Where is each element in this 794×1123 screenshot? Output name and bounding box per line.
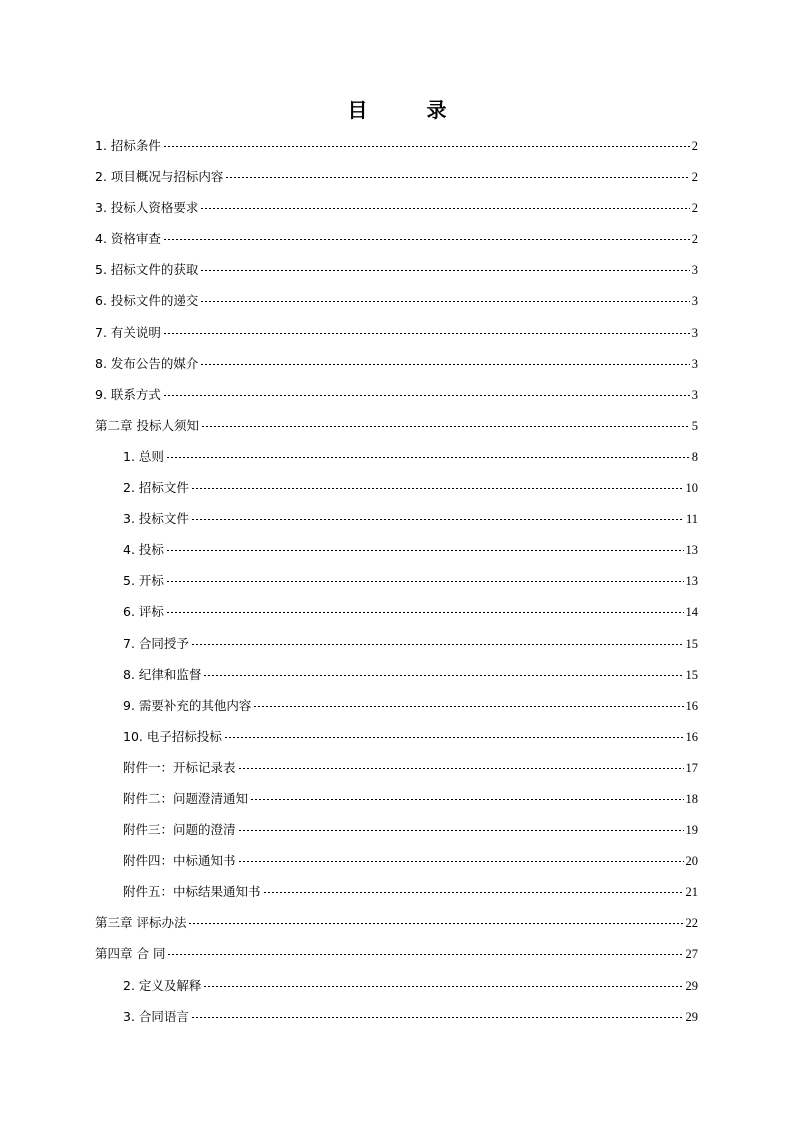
toc-entry-page-number: 14: [685, 605, 698, 620]
toc-entry-label: 4. 资格审查: [95, 231, 161, 247]
toc-dot-leader: [163, 395, 690, 396]
toc-dot-leader: [225, 177, 689, 178]
toc-entry-label: 3. 合同语言: [123, 1008, 189, 1024]
toc-dot-leader: [191, 488, 684, 489]
toc-entry-page-number: 15: [685, 636, 698, 651]
toc-entry-page-number: 17: [685, 760, 698, 775]
toc-dot-leader: [163, 146, 690, 147]
toc-entry[interactable]: [95, 472, 698, 503]
toc-entry[interactable]: [95, 907, 698, 938]
toc-entry-label: 2. 招标文件: [123, 480, 189, 496]
toc-dot-leader: [201, 426, 690, 427]
toc-entry-page-number: 10: [685, 481, 698, 496]
toc-entry-page-number: 16: [685, 729, 698, 744]
toc-entry-page-number: 15: [685, 667, 698, 682]
toc-entry[interactable]: [95, 534, 698, 565]
toc-entry-page-number: 22: [685, 916, 698, 931]
toc-entry-page-number: 16: [685, 698, 698, 713]
toc-dot-leader: [238, 861, 684, 862]
toc-title: 目 录: [347, 98, 473, 122]
toc-entry[interactable]: [95, 565, 698, 596]
toc-entry-label: 10. 电子招标投标: [123, 728, 222, 744]
toc-dot-leader: [163, 333, 690, 334]
toc-entry-label: 6. 投标文件的递交: [95, 293, 199, 309]
toc-dot-leader: [163, 239, 690, 240]
toc-entry-label: 7. 有关说明: [95, 324, 161, 340]
toc-entry-label: 5. 招标文件的获取: [95, 262, 199, 278]
toc-entry[interactable]: [95, 254, 698, 285]
toc-entry-page-number: 20: [685, 854, 698, 869]
toc-entry-label: 第二章 投标人须知: [95, 417, 199, 433]
toc-entry[interactable]: [95, 130, 698, 161]
toc-entry-page-number: 11: [685, 512, 698, 527]
toc-entry-page-number: 27: [685, 947, 698, 962]
toc-entry-page-number: 3: [691, 325, 698, 340]
toc-entry-label: 3. 投标人资格要求: [95, 200, 199, 216]
toc-entry-page-number: 29: [685, 1009, 698, 1024]
toc-dot-leader: [200, 270, 689, 271]
toc-entry-page-number: 3: [691, 294, 698, 309]
toc-dot-leader: [224, 737, 684, 738]
toc-entry-label: 第三章 评标办法: [95, 915, 187, 931]
toc-entry[interactable]: [95, 379, 698, 410]
toc-entry[interactable]: [95, 690, 698, 721]
toc-entry-page-number: 2: [691, 201, 698, 216]
toc-entry-label: 1. 总则: [123, 448, 164, 464]
toc-entry-page-number: 21: [685, 885, 698, 900]
toc-entry-page-number: 18: [685, 791, 698, 806]
toc-entry-page-number: 3: [691, 387, 698, 402]
toc-entry-label: 第四章 合 同: [95, 946, 166, 962]
toc-entry[interactable]: [95, 783, 698, 814]
toc-dot-leader: [166, 581, 684, 582]
toc-entry[interactable]: [95, 659, 698, 690]
toc-entry-label: 2. 定义及解释: [123, 977, 202, 993]
toc-entry[interactable]: [95, 814, 698, 845]
toc-dot-leader: [166, 550, 684, 551]
toc-entry-page-number: 2: [691, 170, 698, 185]
toc-dot-leader: [203, 986, 683, 987]
toc-entry-page-number: 3: [691, 356, 698, 371]
toc-entry[interactable]: [95, 876, 698, 907]
toc-entry-label: 4. 投标: [123, 542, 164, 558]
toc-entry[interactable]: [95, 845, 698, 876]
toc-entry[interactable]: [95, 970, 698, 1001]
toc-entry-page-number: 5: [691, 418, 698, 433]
toc-entry[interactable]: [95, 285, 698, 316]
toc-dot-leader: [191, 644, 684, 645]
toc-entry-label: 8. 纪律和监督: [123, 666, 202, 682]
toc-entry[interactable]: [95, 1001, 698, 1032]
toc-entry-label: 附件二：问题澄清通知: [123, 790, 249, 806]
toc-dot-leader: [203, 675, 683, 676]
toc-entry-page-number: 13: [685, 574, 698, 589]
toc-dot-leader: [191, 519, 684, 520]
toc-dot-leader: [200, 364, 689, 365]
toc-entry-label: 2. 项目概况与招标内容: [95, 169, 224, 185]
toc-dot-leader: [253, 706, 683, 707]
toc-entry-page-number: 29: [685, 978, 698, 993]
table-of-contents: [95, 130, 698, 1032]
toc-entry-label: 附件一：开标记录表: [123, 759, 236, 775]
toc-entry[interactable]: [95, 721, 698, 752]
toc-entry-label: 9. 联系方式: [95, 386, 161, 402]
toc-entry[interactable]: [95, 628, 698, 659]
toc-dot-leader: [200, 301, 689, 302]
toc-entry-label: 附件四：中标通知书: [123, 853, 236, 869]
toc-entry[interactable]: [95, 752, 698, 783]
toc-entry-page-number: 2: [691, 232, 698, 247]
toc-entry[interactable]: [95, 223, 698, 254]
toc-entry-label: 附件五：中标结果通知书: [123, 884, 261, 900]
toc-entry-label: 3. 投标文件: [123, 511, 189, 527]
toc-entry-page-number: 3: [691, 263, 698, 278]
toc-dot-leader: [191, 1017, 684, 1018]
toc-entry-label: 6. 评标: [123, 604, 164, 620]
toc-entry[interactable]: [95, 192, 698, 223]
toc-dot-leader: [188, 923, 683, 924]
toc-dot-leader: [263, 892, 684, 893]
toc-entry[interactable]: [95, 596, 698, 627]
toc-entry[interactable]: [95, 161, 698, 192]
toc-entry-label: 附件三：问题的澄清: [123, 822, 236, 838]
toc-entry-label: 5. 开标: [123, 573, 164, 589]
toc-dot-leader: [166, 612, 684, 613]
toc-dot-leader: [167, 954, 683, 955]
toc-dot-leader: [200, 208, 689, 209]
toc-entry[interactable]: [95, 441, 698, 472]
toc-entry-label: 1. 招标条件: [95, 138, 161, 153]
toc-dot-leader: [250, 799, 683, 800]
toc-entry[interactable]: [95, 317, 698, 348]
toc-entry[interactable]: [95, 938, 698, 969]
toc-entry-page-number: 8: [691, 449, 698, 464]
toc-dot-leader: [166, 457, 690, 458]
toc-dot-leader: [238, 768, 684, 769]
toc-entry[interactable]: [95, 348, 698, 379]
toc-entry-page-number: 2: [691, 139, 698, 153]
toc-entry[interactable]: [95, 410, 698, 441]
toc-entry-label: 8. 发布公告的媒介: [95, 355, 199, 371]
toc-entry-label: 7. 合同授予: [123, 635, 189, 651]
toc-entry-page-number: 13: [685, 543, 698, 558]
toc-entry[interactable]: [95, 503, 698, 534]
toc-entry-label: 9. 需要补充的其他内容: [123, 697, 252, 713]
toc-entry-page-number: 19: [685, 823, 698, 838]
toc-dot-leader: [238, 830, 684, 831]
